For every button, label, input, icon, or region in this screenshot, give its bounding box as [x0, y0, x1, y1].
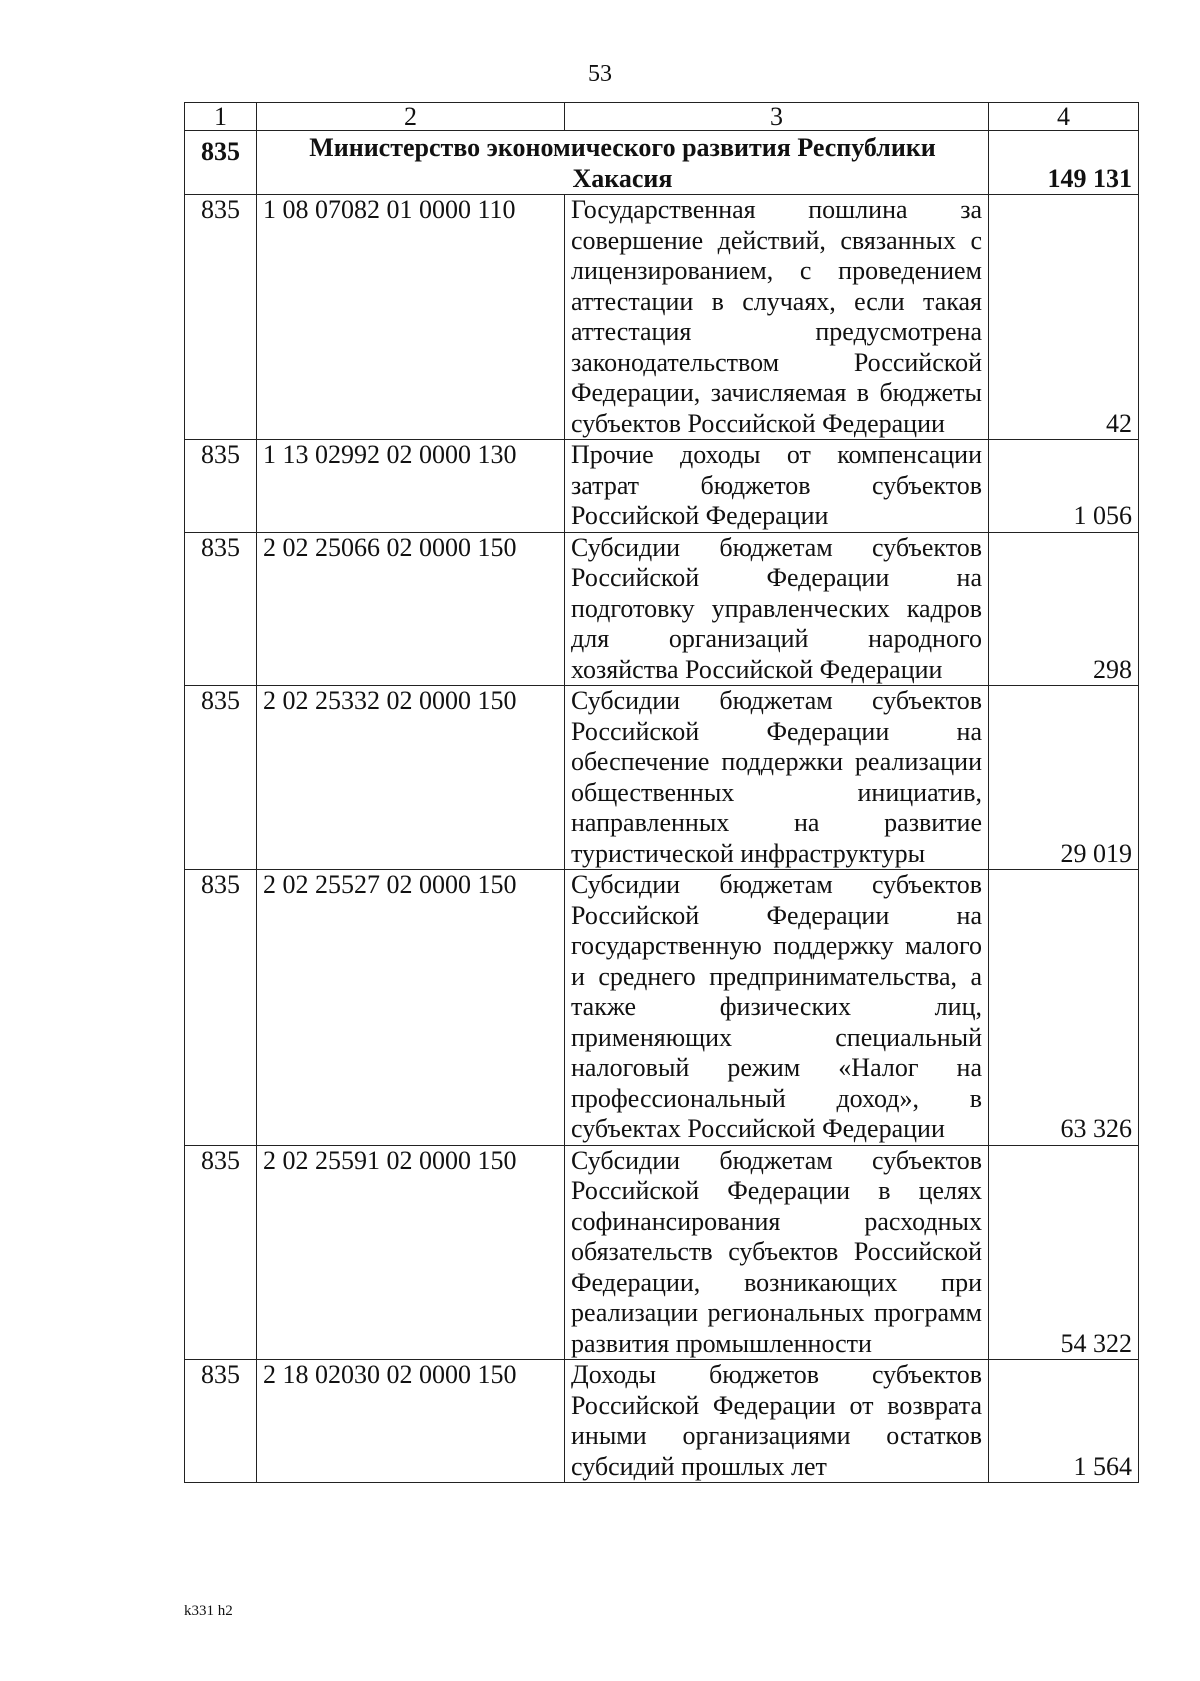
admin-code: 835	[185, 1145, 257, 1360]
amount: 1 564	[989, 1360, 1139, 1483]
table-row	[185, 532, 1139, 686]
kbk-code: 2 02 25527 02 0000 150	[257, 870, 565, 1146]
admin-code: 835	[185, 195, 257, 440]
table-row	[185, 440, 1139, 533]
column-number: 3	[565, 103, 989, 131]
column-number: 1	[185, 103, 257, 131]
organization-code: 835	[185, 131, 257, 195]
admin-code: 835	[185, 686, 257, 870]
document-code: k331 h2	[184, 1603, 233, 1619]
revenue-description: Прочие доходы от компенсации затрат бюджетов субъектов Российской Федерации	[565, 440, 989, 533]
table-row	[185, 1145, 1139, 1360]
amount: 1 056	[989, 440, 1139, 533]
revenue-description: Субсидии бюджетам субъектов Российской Федерации на обеспечение поддержки реализации общественных инициатив, направленных на развитие туристической инфраструктуры	[565, 686, 989, 870]
admin-code: 835	[185, 532, 257, 686]
table-row	[185, 195, 1139, 440]
admin-code: 835	[185, 440, 257, 533]
admin-code: 835	[185, 1360, 257, 1483]
kbk-code: 1 13 02992 02 0000 130	[257, 440, 565, 533]
revenue-description: Государственная пошлина за совершение действий, связанных с лицензированием, с проведением аттестации в случаях, если такая аттестация предусмотрена законодательством Российской Федерации, зачисляемая в бюджеты субъектов Российской Федерации	[565, 195, 989, 440]
column-number-row	[185, 103, 1139, 131]
table-row	[185, 686, 1139, 870]
table-row	[185, 870, 1139, 1146]
kbk-code: 2 02 25591 02 0000 150	[257, 1145, 565, 1360]
amount: 42	[989, 195, 1139, 440]
organization-name: Министерство экономического развития Республики Хакасия	[257, 131, 989, 195]
organization-total: 149 131	[989, 131, 1139, 195]
revenue-table	[184, 102, 1139, 1483]
revenue-description: Субсидии бюджетам субъектов Российской Федерации на государственную поддержку малого и среднего предпринимательства, а также физических лиц, применяющих специальный налоговый режим «Налог на профессиональный доход», в субъектах Российской Федерации	[565, 870, 989, 1146]
kbk-code: 2 18 02030 02 0000 150	[257, 1360, 565, 1483]
amount: 63 326	[989, 870, 1139, 1146]
kbk-code: 1 08 07082 01 0000 110	[257, 195, 565, 440]
revenue-description: Субсидии бюджетам субъектов Российской Федерации в целях софинансирования расходных обязательств субъектов Российской Федерации, возникающих при реализации региональных программ развития промышленности	[565, 1145, 989, 1360]
column-number: 4	[989, 103, 1139, 131]
amount: 29 019	[989, 686, 1139, 870]
amount: 54 322	[989, 1145, 1139, 1360]
column-number: 2	[257, 103, 565, 131]
revenue-description: Субсидии бюджетам субъектов Российской Федерации на подготовку управленческих кадров для организаций народного хозяйства Российской Федерации	[565, 532, 989, 686]
organization-row	[185, 131, 1139, 195]
amount: 298	[989, 532, 1139, 686]
admin-code: 835	[185, 870, 257, 1146]
revenue-description: Доходы бюджетов субъектов Российской Федерации от возврата иными организациями остатков субсидий прошлых лет	[565, 1360, 989, 1483]
kbk-code: 2 02 25066 02 0000 150	[257, 532, 565, 686]
kbk-code: 2 02 25332 02 0000 150	[257, 686, 565, 870]
page-number: 53	[588, 61, 612, 87]
table-row	[185, 1360, 1139, 1483]
